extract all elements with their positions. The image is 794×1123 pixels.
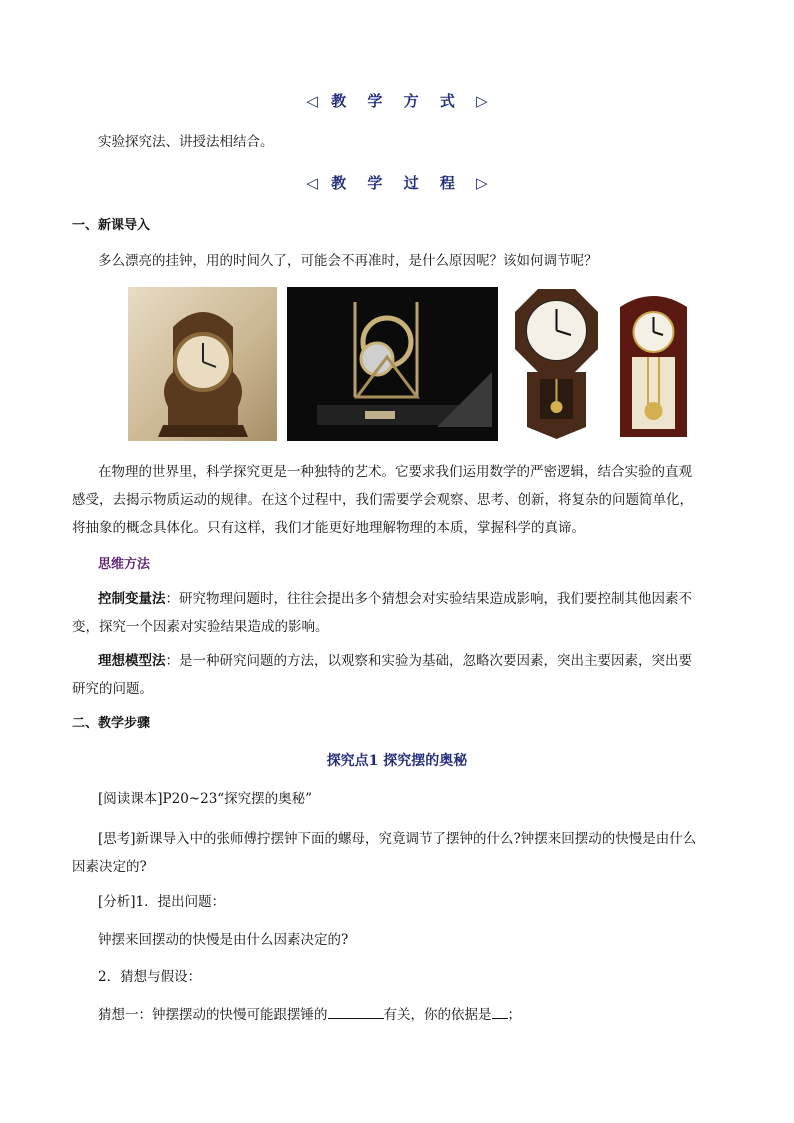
physics-paragraph-line1: 在物理的世界里，科学探究更是一种独特的艺术。它要求我们运用数学的严密逻辑，结合实验的直观: [98, 464, 692, 480]
thinking-method-heading: 思维方法: [98, 557, 151, 572]
control-variable-line2: 变，探究一个因素对实验结果造成的影响。: [72, 619, 329, 635]
part1-heading: 一、新课导入: [72, 218, 151, 233]
skeleton-clock-image: [287, 287, 498, 441]
think-line2: 因素决定的?: [72, 859, 147, 875]
teaching-method-text: 实验探究法、讲授法相结合。: [98, 134, 274, 150]
teaching-process-title: ◁ 教 学 过 程 ▷: [306, 174, 488, 192]
answer-blank-2[interactable]: [492, 1004, 508, 1019]
ornate-mantel-clock-image: [128, 287, 277, 441]
part2-heading: 二、教学步骤: [72, 716, 151, 731]
hypothesis-line: 2．猜想与假设：: [98, 969, 202, 985]
guess-one-line: 猜想一：钟摆摆动的快慢可能跟摆锤的 有关，你的依据是 ；: [98, 1001, 521, 1029]
question-line: 钟摆来回摆动的快慢是由什么因素决定的?: [98, 932, 349, 948]
ideal-model-line1: 理想模型法：是一种研究问题的方法，以观察和实验为基础，忽略次要因素，突出主要因素，突出要: [98, 653, 692, 669]
answer-blank-1[interactable]: [328, 1004, 384, 1019]
teaching-method-title: ◁ 教 学 方 式 ▷: [306, 92, 488, 110]
physics-paragraph-line3: 将抽象的概念具体化。只有这样，我们才能更好地理解物理的本质，掌握科学的真谛。: [72, 520, 585, 536]
ideal-model-line2: 研究的问题。: [72, 681, 153, 697]
intro-text: 多么漂亮的挂钟，用的时间久了，可能会不再准时，是什么原因呢？该如何调节呢？: [98, 253, 598, 269]
read-textbook: [阅读课本]P20~23“探究摆的奥秘”: [98, 791, 313, 807]
ideal-model-label: 理想模型法: [98, 653, 166, 669]
tall-wall-clock-image: [612, 287, 695, 445]
inquiry-point-title: 探究点1 探究摆的奥秘: [326, 753, 468, 769]
physics-paragraph-line2: 感受，去揭示物质运动的规律。在这个过程中，我们需要学会观察、思考、创新，将复杂的问题简单化，: [72, 492, 693, 508]
think-line1: [思考]新课导入中的张师傅拧摆钟下面的螺母，究竟调节了摆钟的什么?钟摆来回摆动的快慢是由什么: [98, 831, 697, 847]
control-variable-line1: 控制变量法：研究物理问题时，往往会提出多个猜想会对实验结果造成影响，我们要控制其他因素不: [98, 591, 692, 607]
octagon-wall-clock-image: [513, 287, 600, 441]
control-variable-label: 控制变量法: [98, 591, 166, 607]
analysis-line: [分析]1．提出问题：: [98, 894, 226, 910]
